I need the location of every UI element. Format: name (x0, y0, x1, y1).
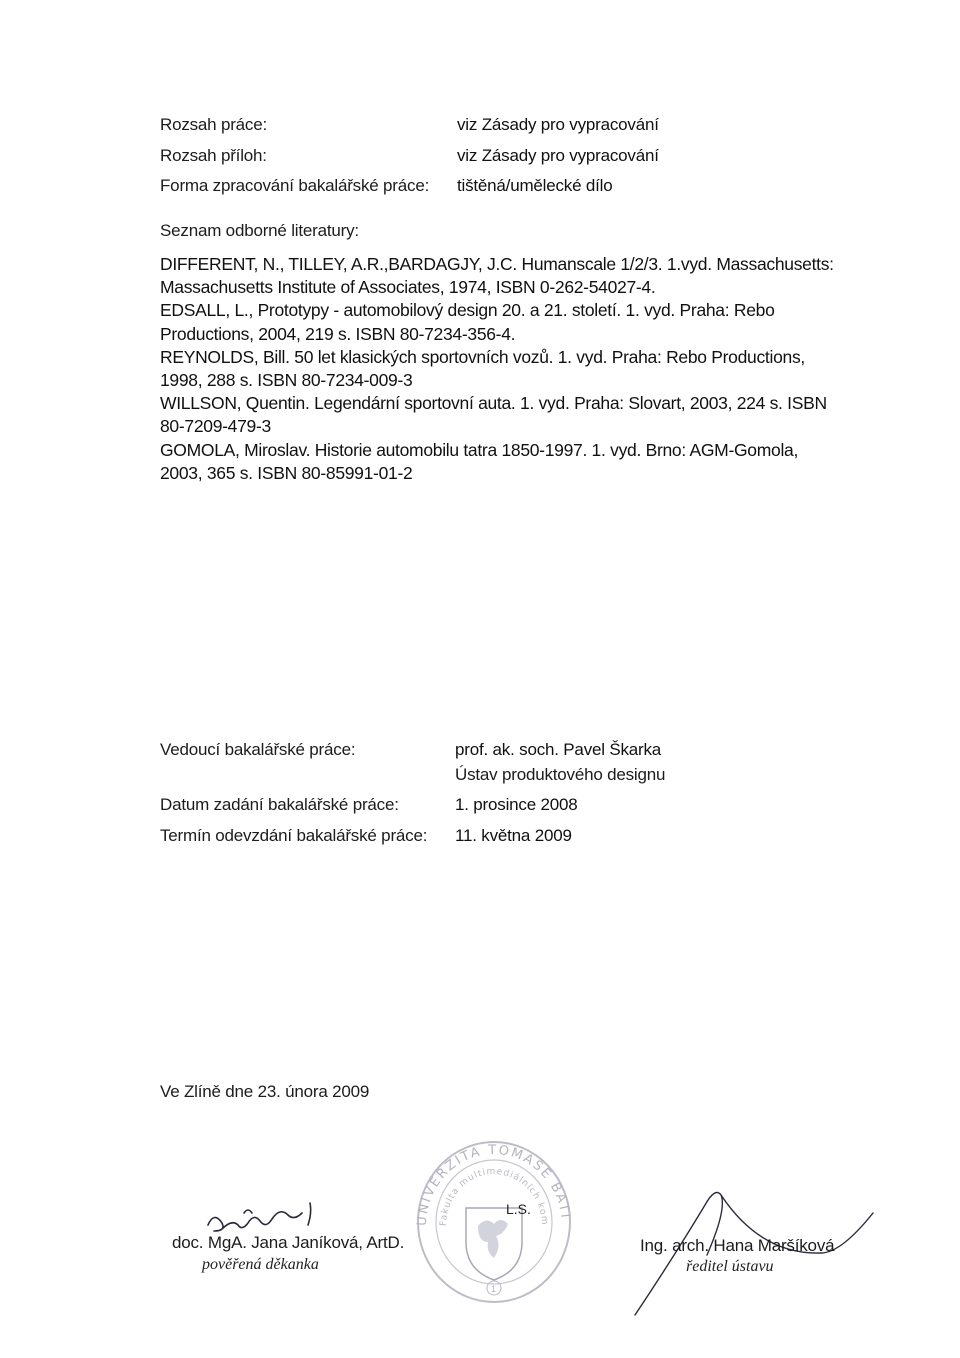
form-label: Forma zpracování bakalářské práce: (160, 176, 430, 195)
official-stamp (408, 1130, 580, 1308)
place-date: Ve Zlíně dne 23. února 2009 (160, 1082, 370, 1101)
assigned-date-value: 1. prosince 2008 (455, 795, 578, 814)
form-value: tištěná/umělecké dílo (457, 176, 613, 195)
stamp-outer-text: UNIVERZITA TOMÁŠE BATI (414, 1142, 573, 1227)
literature-line: 2003, 365 s. ISBN 80-85991-01-2 (160, 462, 413, 483)
supervisor-institute: Ústav produktového designu (455, 765, 666, 784)
literature-line: EDSALL, L., Prototypy - automobilový design 20. a 21. století. 1. vyd. Praha: Rebo (160, 300, 775, 321)
stamp-inner-text: Fakulta multimediálních kom (438, 1166, 550, 1227)
literature-heading: Seznam odborné literatury: (160, 221, 359, 240)
left-signatory-role: pověřená děkanka (202, 1256, 319, 1273)
literature-line: WILLSON, Quentin. Legendární sportovní auta. 1. vyd. Praha: Slovart, 2003, 224 s. ISBN (160, 393, 827, 414)
assigned-date-label: Datum zadání bakalářské práce: (160, 795, 399, 814)
literature-line: 80-7209-479-3 (160, 416, 271, 437)
right-signatory-name: Ing. arch. Hana Maršíková (640, 1236, 835, 1255)
literature-line: DIFFERENT, N., TILLEY, A.R.,BARDAGJY, J.C. Humanscale 1/2/3. 1.vyd. Massachusetts: (160, 254, 834, 274)
literature-line: 1998, 288 s. ISBN 80-7234-009-3 (160, 370, 413, 391)
stamp-ls-label: L.S. (506, 1201, 531, 1217)
due-date-value: 11. května 2009 (455, 826, 572, 845)
stamp-seal-icon (408, 1130, 580, 1308)
left-signatory-name: doc. MgA. Jana Janíková, ArtD. (172, 1233, 405, 1252)
literature-list (160, 253, 834, 485)
due-date-label: Termín odevzdání bakalářské práce: (160, 826, 428, 845)
scope-value: viz Zásady pro vypracování (457, 115, 659, 134)
literature-line: REYNOLDS, Bill. 50 let klasických sportovních vozů. 1. vyd. Praha: Rebo Productions, (160, 346, 805, 367)
scope-label: Rozsah práce: (160, 115, 268, 134)
supervisor-name: prof. ak. soch. Pavel Škarka (455, 740, 662, 759)
literature-line: Massachusetts Institute of Associates, 1974, ISBN 0-262-54027-4. (160, 277, 656, 298)
attachments-label: Rozsah příloh: (160, 146, 267, 165)
literature-line: Productions, 2004, 219 s. ISBN 80-7234-356-4. (160, 323, 516, 344)
supervisor-label: Vedoucí bakalářské práce: (160, 740, 356, 759)
attachments-value: viz Zásady pro vypracování (457, 146, 659, 165)
literature-line: GOMOLA, Miroslav. Historie automobilu tatra 1850-1997. 1. vyd. Brno: AGM-Gomola, (160, 439, 799, 460)
stamp-number: 1 (491, 1284, 497, 1294)
right-signatory-role: ředitel ústavu (686, 1258, 774, 1275)
svg-text:UNIVERZITA TOMÁŠE BATI VE ZLÍN (408, 1130, 573, 1226)
